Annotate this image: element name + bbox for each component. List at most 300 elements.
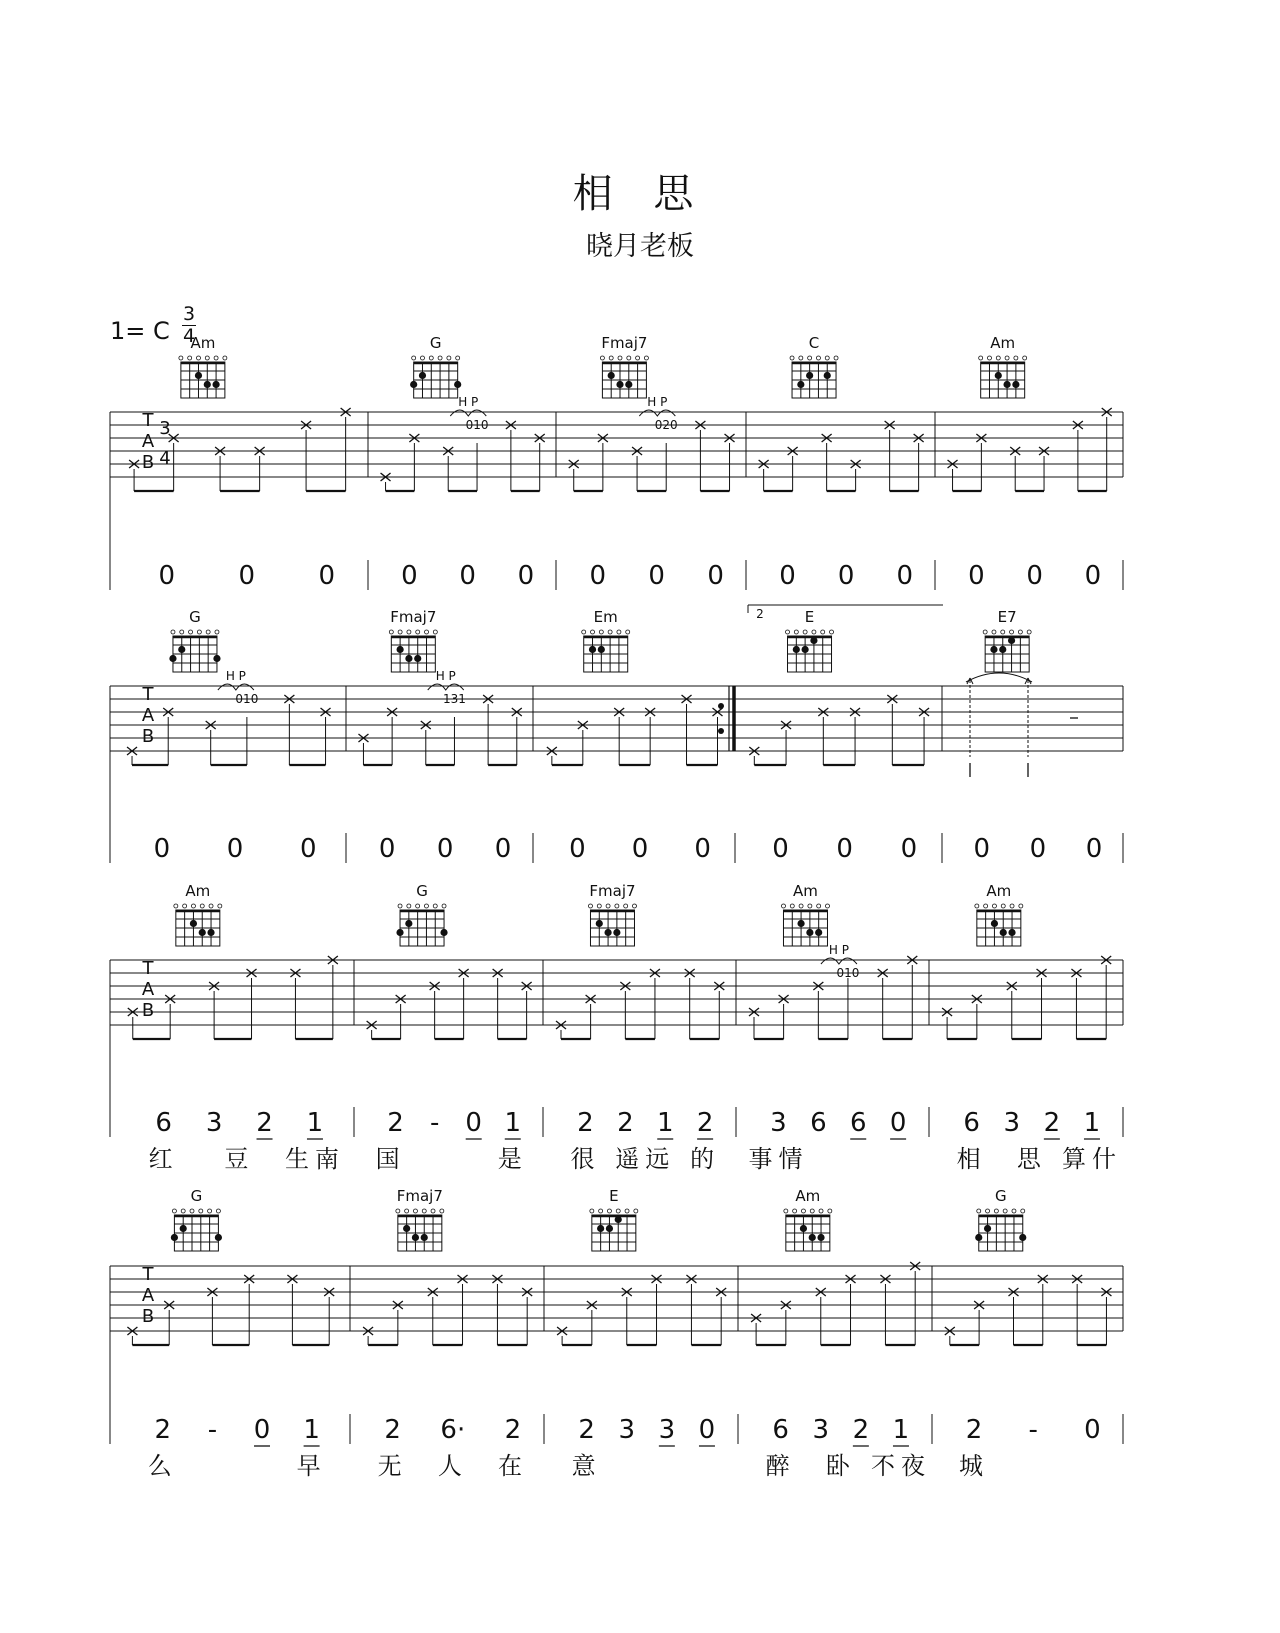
chord-dot: [597, 1225, 604, 1232]
hammer-pull-arc: [821, 958, 857, 964]
chord-dot: [1000, 929, 1007, 936]
lyric-syllable: 豆: [224, 1145, 255, 1173]
chord-dot: [625, 381, 632, 388]
chord-dot: [589, 646, 596, 653]
measure: [381, 395, 545, 591]
lyric-syllable: 人: [437, 1452, 468, 1480]
measure: [556, 969, 724, 1173]
chord-dot: [797, 381, 804, 388]
chord-dot: [397, 646, 404, 653]
chord-dot: [793, 646, 800, 653]
open-string-mark: [784, 1209, 788, 1213]
numbered-note: 2: [965, 1415, 983, 1445]
numbered-note: 1: [504, 1108, 522, 1138]
numbered-note: 0: [779, 561, 796, 591]
chord-name: Fmaj7: [601, 334, 648, 352]
numbered-note: 0: [900, 834, 918, 864]
open-string-mark: [986, 1209, 990, 1213]
open-string-mark: [599, 1209, 603, 1213]
measure: [751, 1262, 931, 1480]
numbered-note: 1: [656, 1108, 674, 1138]
numbered-note: 2: [387, 1108, 404, 1138]
open-string-mark: [808, 356, 812, 360]
lyric-syllable: 红: [148, 1145, 179, 1173]
chord-dot: [414, 655, 421, 662]
open-string-mark: [429, 356, 433, 360]
measure: [966, 673, 1102, 864]
open-string-mark: [223, 356, 227, 360]
numbered-note: 0: [318, 561, 335, 591]
chord-dot: [419, 372, 426, 379]
numbered-note: 0: [973, 834, 991, 864]
chord-diagram-g: [169, 608, 220, 672]
chord-dot: [178, 646, 185, 653]
chord-name: G: [190, 1187, 203, 1205]
open-string-mark: [196, 356, 200, 360]
open-string-mark: [979, 356, 983, 360]
numbered-note: 2: [154, 1415, 172, 1445]
open-string-mark: [790, 356, 794, 360]
numbered-note: 0: [459, 561, 476, 591]
open-string-mark: [808, 904, 812, 908]
chord-diagram-g: [410, 334, 461, 398]
fret-number: 010: [465, 418, 489, 432]
open-string-mark: [420, 356, 424, 360]
open-string-mark: [416, 630, 420, 634]
lyric-syllable: 城: [959, 1452, 990, 1480]
open-string-mark: [1014, 356, 1018, 360]
open-string-mark: [206, 630, 210, 634]
chord-dot: [824, 372, 831, 379]
chord-dot: [195, 372, 202, 379]
numbered-note: 0: [589, 561, 607, 591]
numbered-note: 0: [436, 834, 454, 864]
open-string-mark: [819, 1209, 823, 1213]
open-string-mark: [1001, 630, 1005, 634]
chord-dot: [1003, 381, 1010, 388]
chord-diagram-em: [582, 608, 630, 672]
chord-diagram-c: [790, 334, 838, 398]
chord-dot: [212, 381, 219, 388]
numbered-note: 0: [401, 561, 418, 591]
measure: [128, 956, 406, 1173]
lyric-syllable: 国: [375, 1145, 406, 1173]
numbered-note: 0: [158, 561, 176, 591]
lyric-syllable: 遥远: [615, 1145, 676, 1173]
numbered-note: -: [429, 1108, 440, 1138]
chord-diagram-am: [174, 882, 222, 946]
open-string-mark: [431, 1209, 435, 1213]
chord-name: Am: [190, 334, 216, 352]
chord-name: G: [416, 882, 428, 900]
open-string-mark: [433, 904, 437, 908]
numbered-note: 1: [892, 1415, 910, 1445]
open-string-mark: [1003, 1209, 1007, 1213]
numbered-note: 0: [1026, 561, 1043, 591]
chord-name: G: [994, 1187, 1007, 1205]
open-string-mark: [1027, 630, 1031, 634]
open-string-mark: [977, 1209, 981, 1213]
chord-diagram-fmaj7: [389, 608, 437, 672]
open-string-mark: [215, 630, 219, 634]
fret-number: 020: [654, 418, 678, 432]
numbered-note: -: [207, 1415, 218, 1445]
tab-row-3: [110, 943, 1123, 1173]
numbered-note: 0: [836, 834, 853, 864]
numbered-note: 0: [1084, 561, 1102, 591]
open-string-mark: [179, 356, 183, 360]
numbered-note: 6: [849, 1108, 867, 1138]
numbered-note: 0: [889, 1108, 907, 1138]
numbered-note: 0: [1084, 1415, 1101, 1445]
chord-dot: [815, 929, 822, 936]
open-string-mark: [599, 630, 603, 634]
chord-name: C: [808, 334, 820, 352]
numbered-note: 0: [465, 1108, 482, 1138]
open-string-mark: [438, 356, 442, 360]
tab-meter-digit: 3: [159, 418, 171, 439]
tab-letter: B: [141, 1306, 155, 1327]
measure: [363, 1275, 532, 1480]
chord-dot: [802, 646, 809, 653]
measure: [945, 1275, 1112, 1480]
chord-diagram-g: [975, 1187, 1026, 1251]
open-string-mark: [624, 904, 628, 908]
chord-dot: [604, 929, 611, 936]
lyric-syllable: 很: [570, 1145, 601, 1173]
open-string-mark: [412, 356, 416, 360]
chord-dot: [991, 920, 998, 927]
numbered-note: 3: [770, 1108, 787, 1138]
numbered-note: -: [1028, 1415, 1038, 1445]
song-title: 相 思: [572, 171, 708, 217]
tab-letter: A: [141, 705, 155, 726]
lyric-syllable: 早: [296, 1452, 327, 1480]
open-string-mark: [786, 630, 790, 634]
repeat-dot: [718, 728, 724, 734]
numbered-note: 3: [658, 1415, 676, 1445]
chord-dot: [975, 1234, 982, 1241]
chord-dot: [454, 381, 461, 388]
numbered-note: 0: [1085, 834, 1103, 864]
numbered-note: 3: [812, 1415, 830, 1445]
open-string-mark: [799, 356, 803, 360]
numbered-note: 2: [617, 1108, 634, 1138]
open-string-mark: [992, 904, 996, 908]
open-string-mark: [200, 904, 204, 908]
chord-dot: [606, 1225, 613, 1232]
chord-diagram-g: [396, 882, 447, 946]
fret-number: 010: [836, 966, 860, 980]
numbered-note: 2: [504, 1415, 522, 1445]
open-string-mark: [828, 1209, 832, 1213]
numbered-note: 0: [694, 834, 711, 864]
open-string-mark: [181, 1209, 185, 1213]
open-string-mark: [407, 630, 411, 634]
chord-dot: [797, 920, 804, 927]
open-string-mark: [188, 356, 192, 360]
open-string-mark: [996, 356, 1000, 360]
lyric-syllable: 么: [147, 1452, 178, 1480]
tab-row-1: [110, 395, 1123, 621]
tab-row-2: [110, 669, 1123, 864]
chord-dot: [806, 929, 813, 936]
hammer-pull-label: H P: [828, 943, 849, 957]
open-string-mark: [781, 904, 785, 908]
open-string-mark: [793, 1209, 797, 1213]
open-string-mark: [794, 630, 798, 634]
chord-dot: [1019, 1234, 1026, 1241]
numbered-note: 0: [698, 1415, 716, 1445]
open-string-mark: [609, 356, 613, 360]
chord-dot: [598, 646, 605, 653]
chord-diagram-am: [179, 334, 227, 398]
open-string-mark: [205, 356, 209, 360]
tab-letter: A: [141, 1285, 155, 1306]
chord-dot: [190, 920, 197, 927]
open-string-mark: [615, 904, 619, 908]
open-string-mark: [987, 356, 991, 360]
numbered-note: 0: [707, 561, 724, 591]
tab-letter: A: [141, 431, 155, 452]
numbered-note: 1: [303, 1415, 320, 1445]
lyric-syllable: 无: [377, 1452, 408, 1480]
lyric-syllable: 的: [690, 1145, 721, 1173]
numbered-note: 2: [852, 1415, 870, 1445]
chord-diagram-e7: [983, 608, 1031, 672]
lyric-syllable: 不夜: [870, 1452, 931, 1480]
numbered-note: 0: [226, 834, 244, 864]
numbered-note: 6·: [440, 1415, 466, 1445]
chord-name: E: [609, 1187, 619, 1205]
open-string-mark: [1021, 1209, 1025, 1213]
numbered-note: 6: [963, 1108, 980, 1138]
chord-dot: [1008, 929, 1015, 936]
open-string-mark: [975, 904, 979, 908]
open-string-mark: [817, 904, 821, 908]
open-string-mark: [825, 904, 829, 908]
chord-name: Am: [986, 882, 1012, 900]
chord-dot: [613, 929, 620, 936]
open-string-mark: [1012, 1209, 1016, 1213]
measure: [557, 1275, 726, 1480]
open-string-mark: [1005, 356, 1009, 360]
measure: [127, 669, 331, 864]
fret-number: 010: [235, 692, 259, 706]
open-string-mark: [396, 1209, 400, 1213]
composer-name: 晓月老板: [586, 231, 694, 262]
numbered-note: 0: [569, 834, 586, 864]
hammer-pull-arc: [639, 410, 675, 416]
chord-dot: [199, 929, 206, 936]
numbered-note: 3: [618, 1415, 636, 1445]
hammer-pull-label: H P: [225, 669, 246, 683]
hammer-pull-label: H P: [435, 669, 456, 683]
chord-name: Em: [593, 608, 618, 626]
numbered-note: 0: [968, 561, 985, 591]
chord-dot: [810, 637, 817, 644]
chord-dot: [215, 1234, 222, 1241]
chord-name: Am: [990, 334, 1016, 352]
chord-diagram-e: [590, 1187, 638, 1251]
chord-dot: [809, 1234, 816, 1241]
lyric-syllable: 相: [956, 1145, 987, 1173]
lyric-syllable: 思: [1016, 1145, 1047, 1173]
open-string-mark: [442, 904, 446, 908]
open-string-mark: [607, 1209, 611, 1213]
meter-bottom: 4: [182, 325, 196, 347]
open-string-mark: [172, 1209, 176, 1213]
open-string-mark: [218, 904, 222, 908]
lyric-syllable: 在: [497, 1452, 528, 1480]
open-string-mark: [416, 904, 420, 908]
numbered-note: 3: [1003, 1108, 1021, 1138]
open-string-mark: [440, 1209, 444, 1213]
lyric-syllable: 事情: [748, 1145, 809, 1173]
chord-dot: [169, 655, 176, 662]
chord-dot: [990, 646, 997, 653]
open-string-mark: [1023, 356, 1027, 360]
open-string-mark: [197, 630, 201, 634]
open-string-mark: [634, 1209, 638, 1213]
numbered-note: 1: [1083, 1108, 1101, 1138]
measure: [948, 408, 1112, 591]
open-string-mark: [582, 630, 586, 634]
chord-diagram-fmaj7: [600, 334, 648, 398]
chord-name: G: [429, 334, 442, 352]
chord-dot: [1008, 637, 1015, 644]
fret-number: 131: [443, 692, 466, 706]
lyric-syllable: 是: [497, 1145, 528, 1173]
chord-dot: [204, 381, 211, 388]
open-string-mark: [1019, 904, 1023, 908]
chord-name: Fmaj7: [396, 1187, 443, 1205]
chord-diagram-e: [786, 608, 834, 672]
numbered-note: 0: [253, 1415, 271, 1445]
open-string-mark: [588, 904, 592, 908]
lyric-syllable: 生南: [284, 1145, 345, 1173]
chord-dot: [995, 372, 1002, 379]
numbered-note: 0: [772, 834, 789, 864]
open-string-mark: [216, 1209, 220, 1213]
open-string-mark: [199, 1209, 203, 1213]
numbered-note: 0: [238, 561, 256, 591]
open-string-mark: [821, 630, 825, 634]
chord-dot: [817, 1234, 824, 1241]
open-string-mark: [617, 630, 621, 634]
open-string-mark: [994, 1209, 998, 1213]
numbered-note: 2: [1043, 1108, 1061, 1138]
open-string-mark: [407, 904, 411, 908]
chord-name: G: [189, 608, 201, 626]
open-string-mark: [816, 356, 820, 360]
open-string-mark: [626, 630, 630, 634]
open-string-mark: [208, 1209, 212, 1213]
chord-dot: [171, 1234, 178, 1241]
open-string-mark: [209, 904, 213, 908]
chord-dot: [616, 381, 623, 388]
chord-diagram-fmaj7: [588, 882, 636, 946]
numbered-note: 2: [578, 1415, 595, 1445]
measure: [547, 695, 723, 864]
open-string-mark: [830, 630, 834, 634]
chord-dot: [608, 372, 615, 379]
chord-diagram-am: [975, 882, 1023, 946]
hammer-pull-label: H P: [647, 395, 668, 409]
numbered-note: 2: [256, 1108, 273, 1138]
chord-diagram-am: [781, 882, 829, 946]
chord-dot: [396, 929, 403, 936]
hammer-pull-arc: [450, 410, 486, 416]
chord-dot: [213, 655, 220, 662]
open-string-mark: [405, 1209, 409, 1213]
repeat-dot: [718, 703, 724, 709]
tab-letter: A: [141, 979, 155, 1000]
open-string-mark: [992, 630, 996, 634]
open-string-mark: [984, 904, 988, 908]
hammer-pull-label: H P: [458, 395, 479, 409]
chord-name: Am: [793, 882, 818, 900]
measure: [367, 969, 532, 1173]
chord-diagram-am: [784, 1187, 832, 1251]
open-string-mark: [597, 904, 601, 908]
open-string-mark: [618, 356, 622, 360]
hammer-pull-arc: [428, 684, 464, 690]
tab-letter: T: [142, 958, 154, 979]
open-string-mark: [422, 1209, 426, 1213]
open-string-mark: [825, 356, 829, 360]
open-string-mark: [398, 630, 402, 634]
open-string-mark: [1010, 904, 1014, 908]
numbered-note: 0: [896, 561, 914, 591]
numbered-note: 1: [306, 1108, 324, 1138]
open-string-mark: [627, 356, 631, 360]
chord-dot: [410, 381, 417, 388]
open-string-mark: [810, 1209, 814, 1213]
open-string-mark: [1018, 630, 1022, 634]
chord-dot: [412, 1234, 419, 1241]
open-string-mark: [591, 630, 595, 634]
measure: [759, 421, 924, 591]
numbered-note: 0: [378, 834, 396, 864]
lyric-syllable: 醉: [765, 1452, 796, 1480]
open-string-mark: [456, 356, 460, 360]
numbered-note: 2: [577, 1108, 594, 1138]
open-string-mark: [790, 904, 794, 908]
open-string-mark: [636, 356, 640, 360]
chord-dot: [180, 1225, 187, 1232]
numbered-note: 0: [494, 834, 512, 864]
numbered-note: 6: [772, 1415, 789, 1445]
tab-letter: B: [141, 452, 155, 473]
open-string-mark: [1001, 904, 1005, 908]
hammer-pull-arc: [218, 684, 254, 690]
open-string-mark: [180, 630, 184, 634]
tab-row-4: [110, 1262, 1123, 1480]
chord-diagram-g: [171, 1187, 222, 1251]
lyric-syllable: 算什: [1061, 1145, 1122, 1173]
open-string-mark: [424, 904, 428, 908]
measure: [127, 1275, 334, 1480]
measure: [749, 695, 929, 864]
open-string-mark: [389, 630, 393, 634]
open-string-mark: [803, 630, 807, 634]
open-string-mark: [600, 356, 604, 360]
chord-dot: [596, 920, 603, 927]
chord-name: E: [804, 608, 815, 626]
lyric-syllable: 意: [571, 1452, 602, 1480]
numbered-note: 0: [299, 834, 317, 864]
